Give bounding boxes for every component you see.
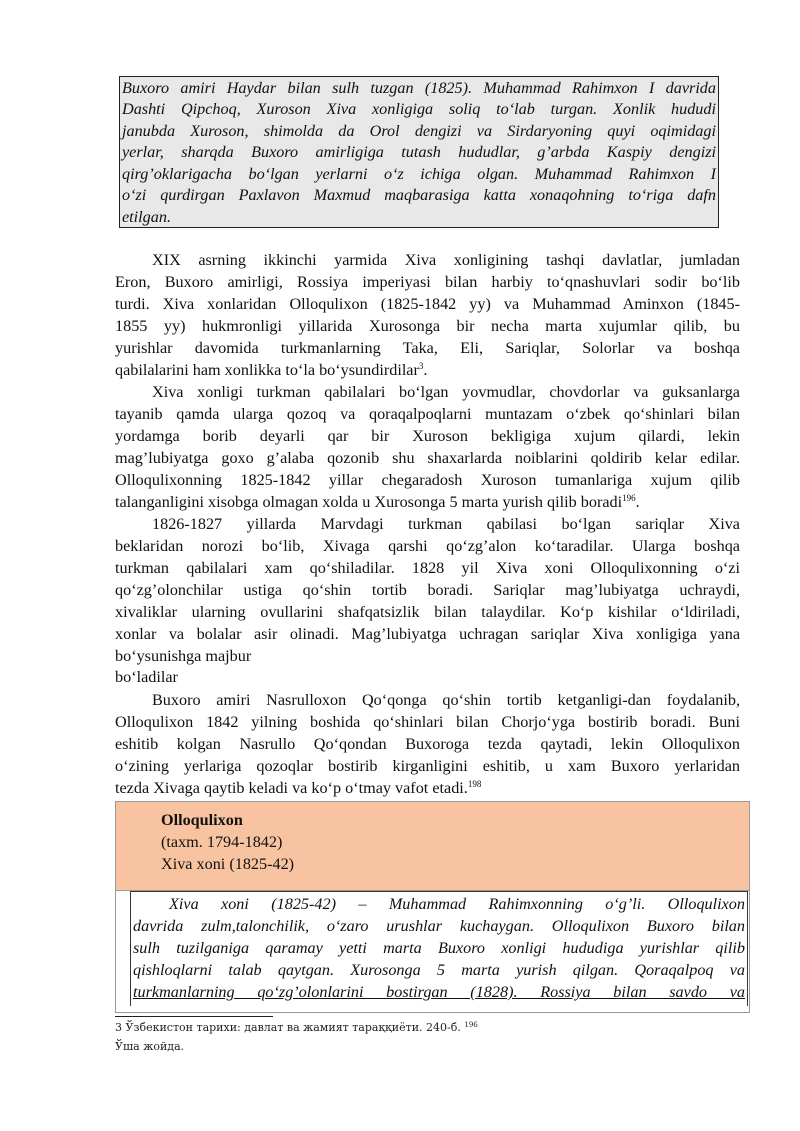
text-line: Buxoro amiri Nasrulloxon Qo‘qonga qo‘shin tortib ketganligi-dan foydalanib,: [152, 691, 740, 709]
text-line: xonlar va bolalar asir olinadi. Mag’lubiyatga uchragan sariqlar Xiva xonligiga yana: [115, 625, 740, 643]
text-line: Olloqulixon 1842 yilning boshida qo‘shinlari bilan Chorjo‘yga bostirib boradi. Buni: [115, 713, 740, 731]
highlight-box: [119, 76, 719, 228]
text-line: mag’lubiyatga goxo g’alaba qozonib shu shaxarlarda noiblarini qoldirib kelar edilar.: [115, 449, 740, 467]
panel-name: Olloqulixon: [161, 811, 243, 829]
box-line: etilgan.: [122, 208, 172, 226]
box-line: o‘zi qurdirgan Paxlavon Maxmud maqbarasiga katta xonaqohning to‘riga dafn: [122, 186, 716, 204]
text-line: xivaliklar ularning ovullarini shafqatsizlik bilan talaydilar. Ko‘p kishilar o‘ldiriladi,: [115, 603, 740, 621]
text-line: bo‘ladilar: [115, 668, 178, 686]
bio-panel: [115, 801, 750, 1013]
text-line: Olloqulixonning 1825-1842 yillar chegaradosh Xuroson tumanlariga xujum qilib: [115, 471, 740, 489]
text-line: yordamga borib deyarli qar bir Xuroson bekligiga xujum qilardi, lekin: [115, 427, 740, 445]
box-line: janubda Xuroson, shimolda da Orol dengizi va Sirdaryoning quyi oqimidagi: [122, 122, 716, 140]
footnote-ref: 196: [622, 493, 636, 503]
text-line: XIX asrning ikkinchi yarmida Xiva xonligining tashqi davlatlar, jumladan: [152, 251, 740, 269]
text-line: eshitib kolgan Nasrullo Qo‘qondan Buxoroga tezda qaytadi, lekin Olloqulixon: [115, 735, 740, 753]
text-line: qo‘zg’olonchilar ustiga qo‘shin tortib boradi. Sariqlar mag’lubiyatga uchraydi,: [115, 581, 740, 599]
text-line: 1826-1827 yillarda Marvdagi turkman qabilasi bo‘lgan sariqlar Xiva: [152, 515, 740, 533]
panel-line: turkmanlarning qo‘zg’olonlarini bostirgan (1828). Rossiya bilan savdo va: [133, 983, 745, 1001]
box-line: Buxoro amiri Haydar bilan sulh tuzgan (1825). Muhammad Rahimxon I davrida: [122, 79, 716, 97]
text-line: beklaridan norozi bo‘lib, Xivaga qarshi qo‘zg’alon ko‘taradilar. Ularga boshqa: [115, 537, 740, 555]
panel-header: [116, 802, 749, 891]
footnote-ref: 196: [464, 1021, 478, 1029]
text-line: bo‘ysunishga majbur: [115, 647, 252, 665]
footnote: Ўша жойда.: [115, 1040, 185, 1053]
panel-line: qishloqlarni talab qaytgan. Xurosonga 5 marta yurish qilgan. Qoraqalpoq va: [133, 961, 745, 979]
panel-line: Xiva xoni (1825-42) – Muhammad Rahimxonning o‘g’li. Olloqulixon: [169, 895, 745, 913]
text-line: o‘zining yerlariga qozoqlar bostirib kirganligini eshitib, u xam Buxoro yerlaridan: [115, 757, 740, 775]
panel-line: sulh tuzilganiga qaramay yetti marta Buxoro xonligi hududiga yurishlar qilib: [133, 939, 745, 957]
text-line: qabilalarini ham xonlikka to‘la bo‘ysundirdilar$^3$.: [115, 361, 428, 379]
text-line: Eron, Buxoro amirligi, Rossiya imperiyasi bilan harbiy to‘qnashuvlari sodir bo‘lib: [115, 273, 740, 291]
panel-text-box: [130, 891, 748, 1006]
text-line: yurishlar davomida turkmanlarning Taka, Eli, Sariqlar, Solorlar va boshqa: [115, 339, 740, 357]
panel-dates: (taxm. 1794-1842): [161, 833, 283, 851]
text-line: turdi. Xiva xonlaridan Olloqulixon (1825-1842 yy) va Muhammad Aminxon (1845-: [115, 295, 740, 313]
box-line: qirg’oklarigacha bo‘lgan yerlarni o‘z ichiga olgan. Muhammad Rahimxon I: [122, 165, 716, 183]
footnote-divider: [115, 1016, 273, 1017]
box-line: yerlar, sharqda Buxoro amirligiga tutash hududlar, g’arbda Kaspiy dengizi: [122, 143, 716, 161]
text-line: Xiva xonligi turkman qabilalari bo‘lgan yovmudlar, chovdorlar va guksanlarga: [152, 383, 740, 401]
panel-line: davrida zulm,talonchilik, o‘zaro urushlar kuchaygan. Olloqulixon Buxoro bilan: [133, 917, 745, 935]
footnote-ref: 3: [418, 361, 424, 371]
text-line: tayanib qamda ularga qozoq va qoraqalpoqlarni muntazam o‘zbek qo‘shinlari bilan: [115, 405, 740, 423]
text-line: talanganligini xisobga olmagan xolda u Xurosonga 5 marta yurish qilib boradi$^{196}$.: [115, 493, 640, 511]
text-line: tezda Xivaga qaytib keladi va ko‘p o‘tmay vafot etadi.$^{198}$: [115, 779, 482, 797]
footnote-ref: 198: [467, 779, 482, 789]
text-line: turkman qabilalari xam qo‘shiladilar. 1828 yil Xiva xoni Olloqulixonning o‘zi: [115, 559, 740, 577]
panel-title: Xiva xoni (1825-42): [161, 855, 295, 873]
footnote: 3 Ўзбекистон тарихи: давлат ва жамият тараққиёти. 240-б. $^{196}$: [115, 1021, 478, 1034]
text-line: 1855 yy) hukmronligi yillarida Xurosonga bir necha marta xujumlar qilib, bu: [115, 317, 740, 335]
box-line: Dashti Qipchoq, Xuroson Xiva xonligiga soliq to‘lab turgan. Xonlik hududi: [122, 100, 716, 118]
